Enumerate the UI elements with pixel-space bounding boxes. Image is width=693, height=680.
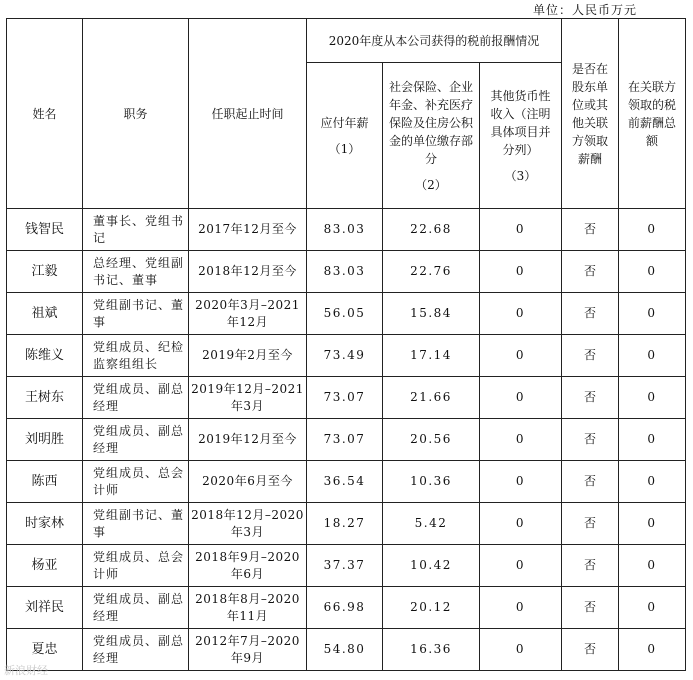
cell-related: 否 (562, 209, 619, 251)
table-row (7, 251, 686, 293)
cell-related-total: 0 (619, 587, 686, 629)
cell-related-total: 0 (619, 503, 686, 545)
cell-other: 0 (480, 209, 562, 251)
cell-insurance: 22.76 (383, 251, 480, 293)
header-salary-number: （1） (328, 141, 361, 156)
cell-other: 0 (480, 503, 562, 545)
header-related-total: 在关联方领取的税前薪酬总额 (619, 19, 686, 209)
cell-name: 杨亚 (7, 545, 83, 587)
cell-term: 2019年2月至今 (189, 335, 307, 377)
cell-name: 祖斌 (7, 293, 83, 335)
cell-name: 钱智民 (7, 209, 83, 251)
cell-salary: 66.98 (307, 587, 383, 629)
cell-position: 党组成员、副总经理 (83, 377, 189, 419)
cell-name: 王树东 (7, 377, 83, 419)
cell-name: 江毅 (7, 251, 83, 293)
header-group: 2020年度从本公司获得的税前报酬情况 (307, 19, 562, 63)
cell-name: 时家林 (7, 503, 83, 545)
cell-insurance: 10.36 (383, 461, 480, 503)
cell-related-total: 0 (619, 209, 686, 251)
table-body (7, 209, 686, 671)
cell-term: 2018年12月–2020年3月 (189, 503, 307, 545)
cell-name: 陈维义 (7, 335, 83, 377)
cell-name: 夏忠 (7, 629, 83, 671)
header-salary-label: 应付年薪 (320, 115, 369, 130)
cell-related: 否 (562, 587, 619, 629)
cell-related: 否 (562, 503, 619, 545)
cell-term: 2020年3月–2021年12月 (189, 293, 307, 335)
cell-name: 刘祥民 (7, 587, 83, 629)
cell-salary: 83.03 (307, 209, 383, 251)
cell-position: 党组成员、副总经理 (83, 629, 189, 671)
cell-other: 0 (480, 377, 562, 419)
header-position: 职务 (83, 19, 189, 209)
cell-salary: 73.49 (307, 335, 383, 377)
table-row (7, 545, 686, 587)
cell-other: 0 (480, 545, 562, 587)
cell-other: 0 (480, 629, 562, 671)
header-salary (307, 63, 383, 209)
cell-insurance: 22.68 (383, 209, 480, 251)
cell-salary: 56.05 (307, 293, 383, 335)
cell-term: 2019年12月至今 (189, 419, 307, 461)
table-row (7, 209, 686, 251)
cell-related-total: 0 (619, 335, 686, 377)
cell-term: 2020年6月至今 (189, 461, 307, 503)
cell-related: 否 (562, 419, 619, 461)
cell-related: 否 (562, 461, 619, 503)
cell-term: 2017年12月至今 (189, 209, 307, 251)
cell-name: 陈西 (7, 461, 83, 503)
cell-salary: 36.54 (307, 461, 383, 503)
header-related: 是否在股东单位或其他关联方领取薪酬 (562, 19, 619, 209)
table-row (7, 293, 686, 335)
cell-position: 党组成员、总会计师 (83, 461, 189, 503)
cell-position: 董事长、党组书记 (83, 209, 189, 251)
cell-related-total: 0 (619, 545, 686, 587)
cell-related-total: 0 (619, 629, 686, 671)
table-row (7, 419, 686, 461)
table-row (7, 629, 686, 671)
cell-position: 党组成员、纪检监察组组长 (83, 335, 189, 377)
header-other-number: （3） (504, 168, 537, 183)
cell-insurance: 15.84 (383, 293, 480, 335)
cell-insurance: 20.56 (383, 419, 480, 461)
cell-name: 刘明胜 (7, 419, 83, 461)
cell-related: 否 (562, 335, 619, 377)
cell-insurance: 5.42 (383, 503, 480, 545)
cell-related-total: 0 (619, 419, 686, 461)
cell-term: 2018年8月–2020年11月 (189, 587, 307, 629)
cell-position: 党组副书记、董事 (83, 293, 189, 335)
table-row (7, 335, 686, 377)
cell-salary: 83.03 (307, 251, 383, 293)
cell-other: 0 (480, 251, 562, 293)
cell-other: 0 (480, 335, 562, 377)
cell-insurance: 16.36 (383, 629, 480, 671)
table-row (7, 377, 686, 419)
header-other (480, 63, 562, 209)
cell-salary: 37.37 (307, 545, 383, 587)
cell-other: 0 (480, 293, 562, 335)
header-other-label: 其他货币性收入（注明具体项目并分列） (490, 88, 551, 157)
cell-position: 党组成员、副总经理 (83, 419, 189, 461)
cell-term: 2019年12月–2021年3月 (189, 377, 307, 419)
cell-insurance: 21.66 (383, 377, 480, 419)
cell-related-total: 0 (619, 461, 686, 503)
header-name: 姓名 (7, 19, 83, 209)
cell-position: 党组成员、副总经理 (83, 587, 189, 629)
cell-insurance: 17.14 (383, 335, 480, 377)
header-term: 任职起止时间 (189, 19, 307, 209)
watermark: 新浪财经 (4, 664, 48, 677)
cell-insurance: 20.12 (383, 587, 480, 629)
cell-related: 否 (562, 293, 619, 335)
cell-related: 否 (562, 545, 619, 587)
cell-term: 2012年7月–2020年9月 (189, 629, 307, 671)
cell-salary: 73.07 (307, 419, 383, 461)
header-insurance-number: （2） (415, 177, 447, 192)
cell-related: 否 (562, 251, 619, 293)
cell-insurance: 10.42 (383, 545, 480, 587)
cell-salary: 54.80 (307, 629, 383, 671)
cell-salary: 73.07 (307, 377, 383, 419)
table-row (7, 503, 686, 545)
cell-term: 2018年12月至今 (189, 251, 307, 293)
cell-related-total: 0 (619, 293, 686, 335)
compensation-table (6, 18, 686, 671)
cell-related: 否 (562, 377, 619, 419)
table-row (7, 587, 686, 629)
cell-position: 党组成员、总会计师 (83, 545, 189, 587)
cell-other: 0 (480, 461, 562, 503)
cell-other: 0 (480, 587, 562, 629)
cell-related-total: 0 (619, 251, 686, 293)
header-insurance (383, 63, 480, 209)
table-row (7, 461, 686, 503)
cell-related: 否 (562, 629, 619, 671)
cell-related-total: 0 (619, 377, 686, 419)
cell-position: 党组副书记、董事 (83, 503, 189, 545)
cell-term: 2018年9月–2020年6月 (189, 545, 307, 587)
header-insurance-label: 社会保险、企业年金、补充医疗保险及住房公积金的单位缴存部分 (388, 79, 473, 166)
cell-salary: 18.27 (307, 503, 383, 545)
unit-label: 单位：人民币万元 (532, 3, 637, 17)
cell-position: 总经理、党组副书记、董事 (83, 251, 189, 293)
cell-other: 0 (480, 419, 562, 461)
